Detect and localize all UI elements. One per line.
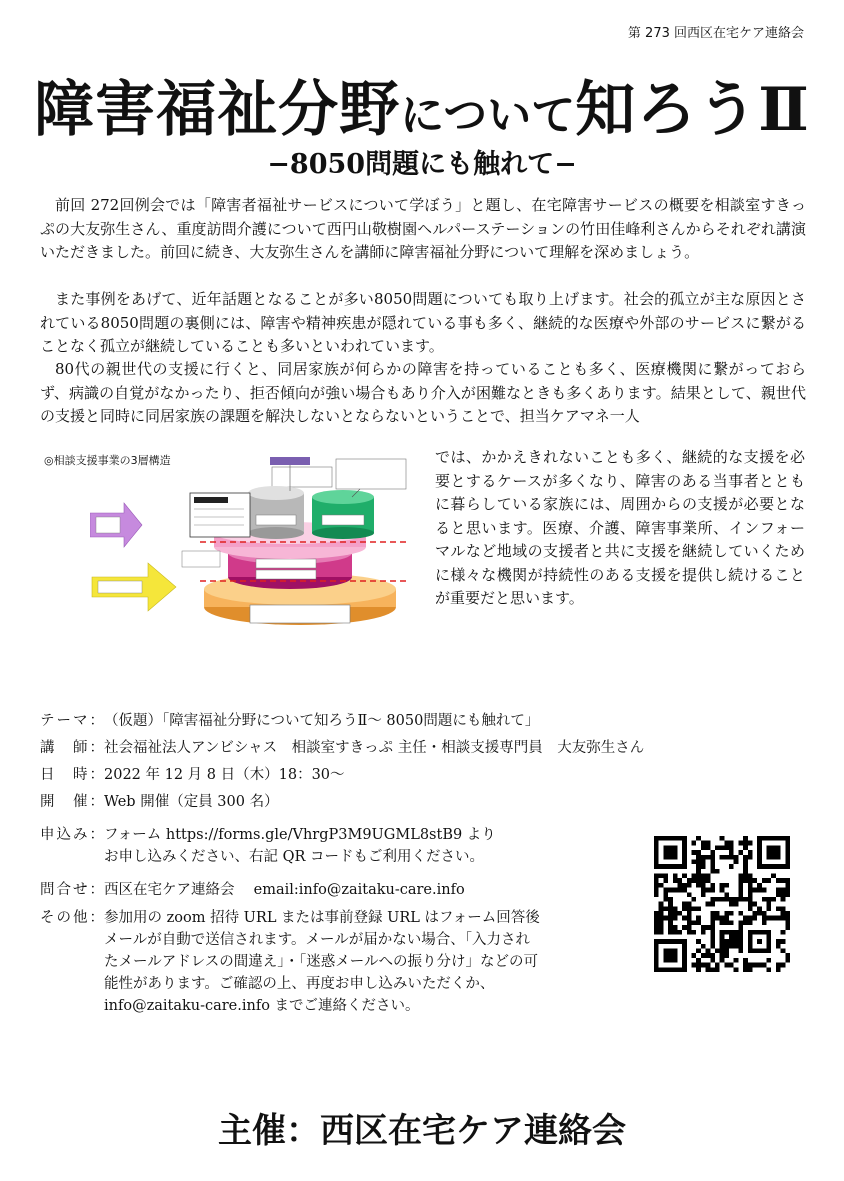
title-part-1: 障害福祉分野 xyxy=(34,75,401,145)
lecturer-value: 社会福祉法人アンビシャス 相談室すきっぷ 主任・相談支援専門員 大友弥生さん xyxy=(104,740,645,756)
other-line-4: 能性があります。ご確認の上、再度お申し込みいただくか、 xyxy=(104,976,495,992)
qr-code-icon[interactable] xyxy=(654,836,790,972)
other-line-5[interactable]: info@zaitaku-care.info までご連絡ください。 xyxy=(104,998,420,1014)
lecturer-row xyxy=(40,737,644,759)
intro-paragraph-3: 80代の親世代の支援に行くと、同居家族が何らかの障害を持っていることも多く、医療機関に繋がっておらず、病識の自覚がなかったり、拒否傾向が強い場合もあり介入が困難なときも多くあります。結果として、親世代の支援と同時に同居家族の課題を解決しないとならないということで、担当ケアマネ一人 xyxy=(40,360,806,425)
intro-paragraph-1: 前回 272回例会では「障害者福祉サービスについて学ぼう」と題し、在宅障害サービスの概要を相談室すきっぷの大友弥生さん、重度訪問介護について西円山敬樹園ヘルパーステーションの竹田佳峰利さんからそれぞれ講演いただきました。前回に続き、大友弥生さんを講師に障害福祉分野について理解を深めましょう。 xyxy=(40,196,806,261)
theme-value: （仮題）「障害福祉分野について知ろうⅡ～ 8050問題にも触れて」 xyxy=(104,713,540,729)
page-title xyxy=(0,62,844,148)
apply-label: 申込み： xyxy=(40,827,104,843)
other-row xyxy=(40,907,540,1017)
datetime-value: 2022 年 12 月 8 日（木）18：30～ xyxy=(104,767,345,783)
venue-label: 開 催： xyxy=(40,794,104,810)
other-line-1: 参加用の zoom 招待 URL または事前登録 URL はフォーム回答後 xyxy=(104,910,540,926)
apply-instruction: お申し込みください、右記 QR コードもご利用ください。 xyxy=(104,849,485,865)
contact-label: 問合せ： xyxy=(40,882,104,898)
three-layer-structure-diagram xyxy=(90,455,416,635)
title-part-2: について xyxy=(400,90,576,141)
theme-label: テーマ： xyxy=(40,713,104,729)
intro-paragraph-2: また事例をあげて、近年話題となることが多い8050問題についても取り上げます。社会的孤立が主な原因とされている8050問題の裏側には、障害や精神疾患が隠れている事も多く、継続的な医療や外部のサービスに繋がることなく孤立が継続していることも多いといわれています。 xyxy=(40,290,806,355)
apply-form-url[interactable]: フォーム https://forms.gle/VhrgP3M9UGML8stB9 より xyxy=(104,827,496,843)
title-part-4: Ⅱ xyxy=(758,75,810,145)
figure-caption: ◎相談支援事業の3層構造 xyxy=(44,454,171,467)
page-subtitle: −8050問題にも触れて− xyxy=(267,149,577,180)
datetime-label: 日 時： xyxy=(40,767,104,783)
contact-value[interactable]: 西区在宅ケア連絡会 email:info@zaitaku-care.info xyxy=(104,882,465,898)
other-line-2: メールが自動で送信されます。メールが届かない場合、「入力され xyxy=(104,932,531,948)
organizer-footer: 主催：西区在宅ケア連絡会 xyxy=(218,1111,626,1151)
meeting-number-label: 第 273 回西区在宅ケア連絡会 xyxy=(627,26,804,41)
apply-row xyxy=(40,824,496,868)
intro-paragraph-3-continued: では、かかえきれないことも多く、継続的な支援を必要とするケースが多くなり、障害のある当事者とともに暮らしている家族には、周囲からの支援が必要となると思います。医療、介護、障害事業所、インフォーマルなど地域の支援者と共に支援を継続していくために様々な機関が持続性のある支援を提供し続けることが重要だと思います。 xyxy=(435,448,805,607)
venue-row xyxy=(40,791,279,813)
theme-row xyxy=(40,710,539,732)
title-part-3: 知ろう xyxy=(575,75,759,145)
other-line-3: たメールアドレスの間違え」・「迷惑メールへの振り分け」などの可 xyxy=(104,954,538,970)
lecturer-label: 講 師： xyxy=(40,740,104,756)
other-label: その他： xyxy=(40,910,104,926)
contact-row xyxy=(40,879,465,901)
venue-value: Web 開催（定員 300 名） xyxy=(104,794,279,810)
datetime-row xyxy=(40,764,345,786)
